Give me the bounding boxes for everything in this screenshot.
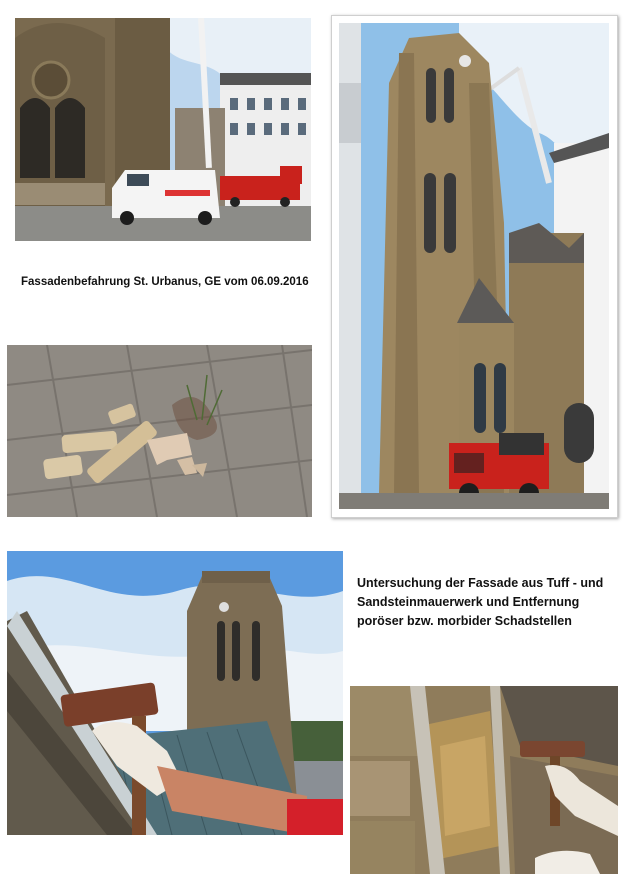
stonework-hammer-closeup-photo <box>350 686 618 874</box>
roof-hammer-tower-photo <box>7 551 343 835</box>
caption-line: poröser bzw. morbider Schadstellen <box>357 614 572 628</box>
church-entrance-van-photo <box>15 18 311 241</box>
photo-caption-date: Fassadenbefahrung St. Urbanus, GE vom 06.09.2016 <box>21 276 309 288</box>
caption-line: Untersuchung der Fassade aus Tuff - und <box>357 576 604 590</box>
caption-line: Sandsteinmauerwerk und Entfernung <box>357 595 580 609</box>
removed-stone-debris-photo <box>7 345 312 517</box>
photo-caption-description <box>357 574 622 631</box>
church-tower-crane-photo <box>339 23 609 509</box>
